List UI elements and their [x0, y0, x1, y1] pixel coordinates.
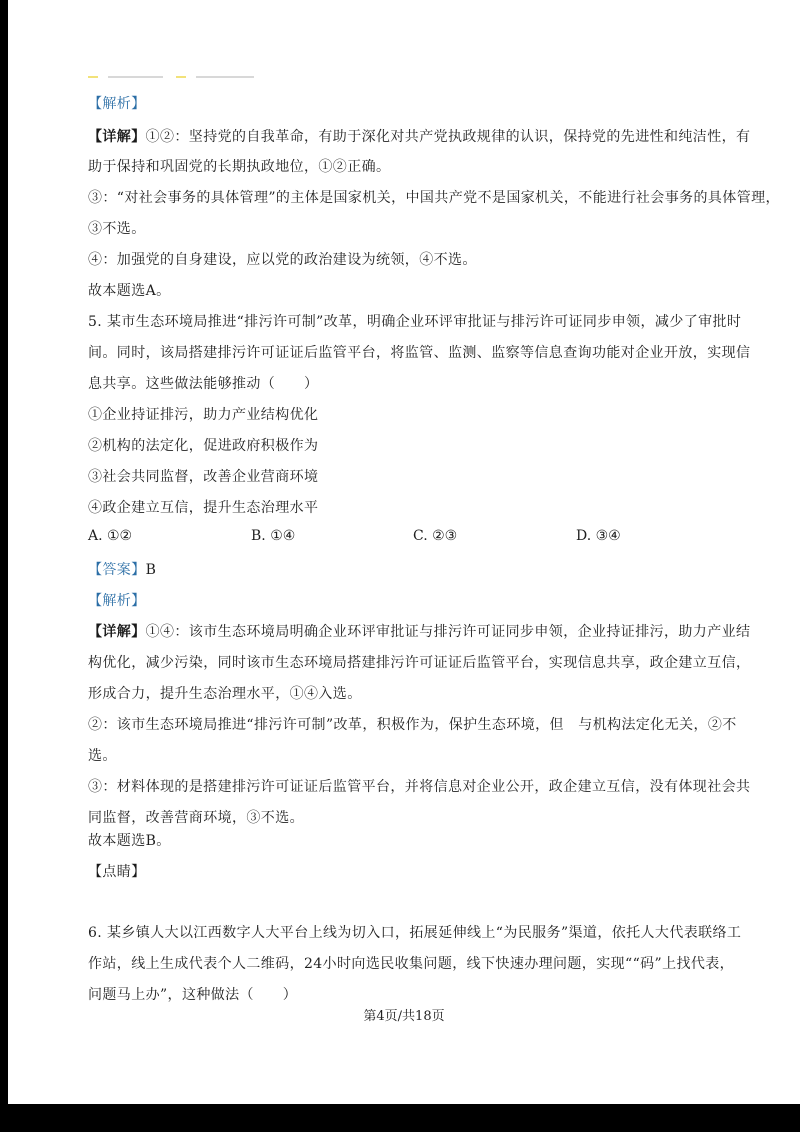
detail-line: 构优化，减少污染，同时该市生态环境局搭建排污许可证证后监管平台，实现信息共享，政企建立互信，: [88, 655, 751, 671]
question-stem: 息共享。这些做法能够推动（ ）: [88, 376, 319, 392]
answer-label: 【答案】: [88, 562, 146, 578]
detail-label: 【详解】: [88, 129, 146, 145]
statement-4: ④政企建立互信，提升生态治理水平: [88, 500, 319, 516]
highlight-mark: [88, 76, 98, 78]
detail-line: 选。: [88, 748, 117, 764]
detail-line: 同监督，改善营商环境，③不选。: [88, 810, 304, 826]
choice-a: A. ①②: [88, 528, 133, 544]
question-stem: 6. 某乡镇人大以江西数字人大平台上线为切入口，拓展延伸线上“为民服务”渠道，依托人大代表联络工: [88, 925, 742, 941]
comment-label: 【点睛】: [88, 864, 146, 880]
detail-line: ③：“对社会事务的具体管理”的主体是国家机关，中国共产党不是国家机关，不能进行社会事务的具体管理，: [88, 190, 780, 206]
choice-b: B. ①④: [251, 528, 296, 544]
analysis-label: 【解析】: [88, 593, 146, 609]
question-stem: 5. 某市生态环境局推进“排污许可制”改革，明确企业环评审批证与排污许可证同步申领，减少了审批时: [88, 314, 742, 330]
faint-text-mark: [196, 76, 254, 78]
answer-value: B: [145, 562, 157, 578]
question-stem: 间。同时，该局搭建排污许可证证后监管平台，将监管、监测、监察等信息查询功能对企业开放，实现信: [88, 345, 751, 361]
detail-line: 【详解】①②：坚持党的自我革命，有助于深化对共产党执政规律的认识，保持党的先进性和纯洁性，有: [88, 129, 751, 145]
question-stem: 问题马上办”，这种做法（ ）: [88, 987, 298, 1003]
choice-c: C. ②③: [413, 528, 458, 544]
detail-line: ④：加强党的自身建设，应以党的政治建设为统领，④不选。: [88, 252, 477, 268]
question-stem: 作站，线上生成代表个人二维码，24小时向选民收集问题，线下快速办理问题，实现““码”上找代表，: [88, 956, 735, 972]
detail-label: 【详解】: [88, 624, 146, 640]
faint-text-mark: [108, 76, 163, 78]
statement-1: ①企业持证排污，助力产业结构优化: [88, 407, 319, 423]
detail-line: 形成合力，提升生态治理水平，①④入选。: [88, 686, 362, 702]
analysis-label: 【解析】: [88, 96, 146, 112]
answer-line: [88, 559, 156, 579]
statement-2: ②机构的法定化，促进政府积极作为: [88, 438, 319, 454]
statement-3: ③社会共同监督，改善企业营商环境: [88, 469, 319, 485]
detail-line: ②：该市生态环境局推进“排污许可制”改革，积极作为，保护生态环境，但 与机构法定化无关，②不: [88, 717, 737, 733]
conclusion-line: 故本题选B。: [88, 833, 171, 849]
choice-d: D. ③④: [576, 528, 621, 544]
detail-line: ③：材料体现的是搭建排污许可证证后监管平台，并将信息对企业公开，政企建立互信，没有体现社会共: [88, 779, 751, 795]
highlight-mark: [176, 76, 186, 78]
detail-line: ③不选。: [88, 221, 146, 237]
detail-line: 【详解】①④：该市生态环境局明确企业环评审批证与排污许可证同步申领，企业持证排污，助力产业结: [88, 624, 751, 640]
page-footer: 第4页/共18页: [363, 1009, 445, 1024]
document-page: [8, 0, 800, 1104]
conclusion-line: 故本题选A。: [88, 283, 171, 299]
detail-line: 助于保持和巩固党的长期执政地位，①②正确。: [88, 159, 391, 175]
